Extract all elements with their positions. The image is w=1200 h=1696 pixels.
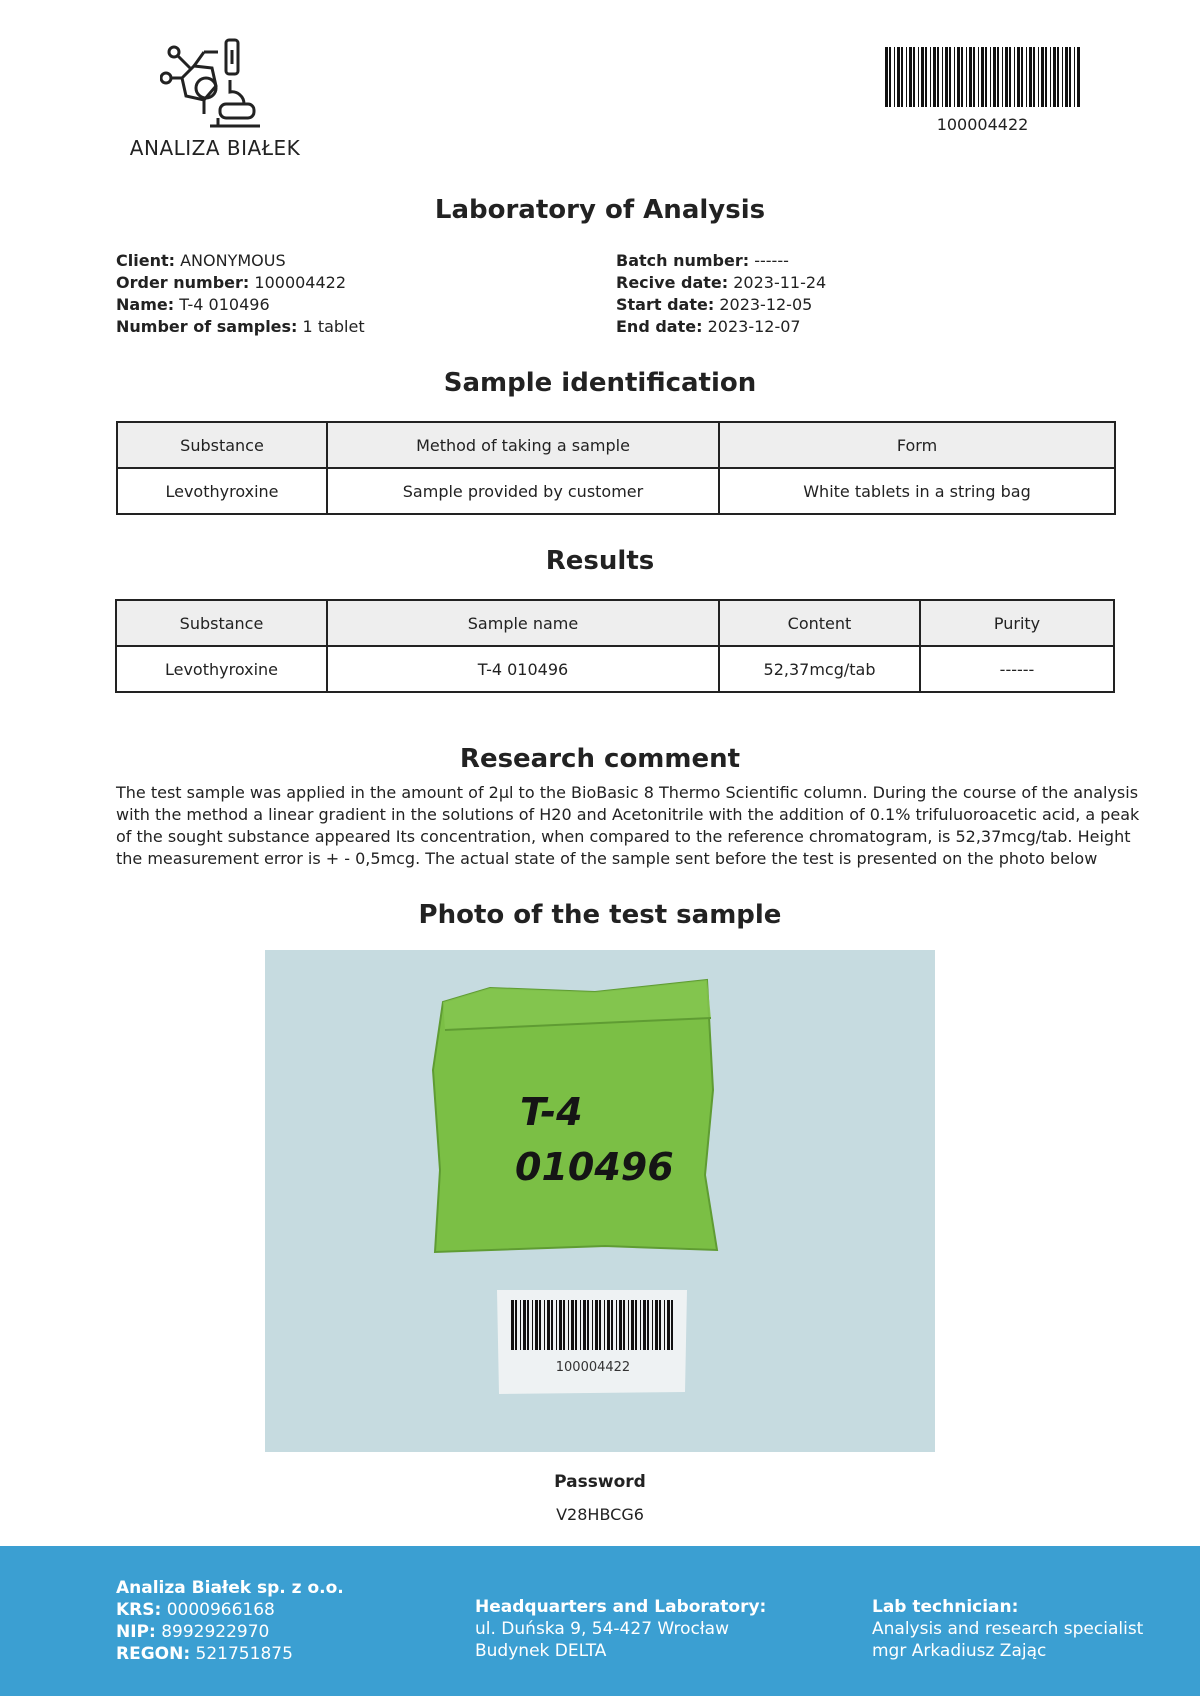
barcode-bar bbox=[966, 47, 967, 107]
barcode-bar bbox=[655, 1300, 658, 1350]
barcode-bar bbox=[1069, 47, 1071, 107]
barcode-bar bbox=[1002, 47, 1003, 107]
barcode-bar bbox=[623, 1300, 625, 1350]
barcode-bar bbox=[978, 47, 979, 107]
lab-technician-title: Analysis and research specialist bbox=[872, 1619, 1144, 1639]
barcode-bar bbox=[532, 1300, 533, 1350]
barcode-bar bbox=[568, 1300, 569, 1350]
label-barcode bbox=[511, 1300, 673, 1350]
barcode-bar bbox=[945, 47, 948, 107]
research-comment-text: The test sample was applied in the amount of 2µl to the BioBasic 8 Thermo Scientific column. During the course of the analysis with the method a linear gradient in the solutions of H20 and Acetonitrile with the addition of 0.1% trifuluoroacetic acid, a peak of the sought substance appeared Its concentration, when compared to the reference chromatogram, is 52,37mcg/tab. Height the measurement error is + - 0,5mcg. The actual state of the sample sent before the test is presented on the photo below bbox=[116, 783, 1140, 868]
barcode-bar bbox=[544, 1300, 545, 1350]
barcode-bar bbox=[556, 1300, 557, 1350]
column-header: Method of taking a sample bbox=[327, 422, 719, 468]
barcode-bar bbox=[659, 1300, 661, 1350]
barcode-bar bbox=[913, 47, 915, 107]
order-number-row: Order number: 100004422 bbox=[116, 273, 347, 292]
barcode-bar bbox=[1062, 47, 1063, 107]
barcode-bar bbox=[640, 1300, 641, 1350]
barcode-bar bbox=[1050, 47, 1051, 107]
barcode-bar bbox=[1065, 47, 1068, 107]
sample-photo bbox=[265, 950, 935, 1452]
barcode-bar bbox=[551, 1300, 553, 1350]
barcode-bar bbox=[1038, 47, 1039, 107]
sample-identification-table bbox=[116, 421, 1116, 515]
page-title: Laboratory of Analysis bbox=[434, 195, 766, 225]
batch-number-row: Batch number: ------ bbox=[616, 251, 789, 270]
barcode-bar bbox=[628, 1300, 629, 1350]
password-label: Password bbox=[554, 1472, 646, 1492]
sample-identification-heading: Sample identification bbox=[443, 368, 757, 398]
column-header: Content bbox=[719, 600, 920, 646]
barcode-bar bbox=[575, 1300, 577, 1350]
barcode-bar bbox=[616, 1300, 617, 1350]
password-value: V28HBCG6 bbox=[556, 1505, 644, 1524]
lab-technician-label: Lab technician: bbox=[872, 1597, 1019, 1617]
headquarters-address: ul. Duńska 9, 54-427 Wrocław bbox=[475, 1619, 729, 1639]
barcode-bar bbox=[587, 1300, 589, 1350]
barcode-bar bbox=[611, 1300, 613, 1350]
samples-row: Number of samples: 1 tablet bbox=[116, 317, 365, 336]
barcode-bar bbox=[981, 47, 984, 107]
barcode-bar bbox=[930, 47, 931, 107]
barcode-bar bbox=[523, 1300, 526, 1350]
barcode-bar bbox=[1045, 47, 1047, 107]
barcode-bar bbox=[1017, 47, 1020, 107]
barcode-bar bbox=[1029, 47, 1032, 107]
barcode-bar bbox=[909, 47, 912, 107]
barcode-bar bbox=[1041, 47, 1044, 107]
barcode-bar bbox=[954, 47, 955, 107]
barcode-bar bbox=[520, 1300, 521, 1350]
barcode-bar bbox=[664, 1300, 665, 1350]
table-cell: ------ bbox=[920, 646, 1114, 692]
barcode-bar bbox=[604, 1300, 605, 1350]
molecule-microscope-icon bbox=[160, 38, 270, 133]
barcode-bar bbox=[937, 47, 939, 107]
barcode-bar bbox=[511, 1300, 514, 1350]
lab-technician-info bbox=[872, 1596, 1143, 1662]
barcode-bar bbox=[1014, 47, 1015, 107]
barcode-bar bbox=[969, 47, 972, 107]
name-row: Name: T-4 010496 bbox=[116, 295, 270, 314]
barcode-bar bbox=[889, 47, 891, 107]
table-cell: White tablets in a string bag bbox=[719, 468, 1115, 514]
table-header-row bbox=[116, 600, 1114, 646]
company-info: Analiza Białek sp. z o.o. KRS: 0000966168 NIP: 8992922970 REGON: 521751875 bbox=[116, 1578, 344, 1664]
barcode-bar bbox=[1074, 47, 1075, 107]
column-header: Substance bbox=[117, 422, 327, 468]
barcode-bar bbox=[906, 47, 907, 107]
barcode-bar bbox=[1005, 47, 1008, 107]
barcode-bar bbox=[933, 47, 936, 107]
barcode-bar bbox=[985, 47, 987, 107]
barcode-bar bbox=[1026, 47, 1027, 107]
barcode-bar bbox=[563, 1300, 565, 1350]
barcode-bar bbox=[918, 47, 919, 107]
headquarters-label: Headquarters and Laboratory: bbox=[475, 1597, 767, 1617]
barcode-bar bbox=[599, 1300, 601, 1350]
barcode-bar bbox=[515, 1300, 517, 1350]
barcode-bar bbox=[583, 1300, 586, 1350]
company-name: Analiza Białek sp. z o.o. bbox=[116, 1578, 344, 1598]
barcode-bar bbox=[997, 47, 999, 107]
barcode-bar bbox=[990, 47, 991, 107]
barcode-bar bbox=[993, 47, 996, 107]
barcode-bar bbox=[1077, 47, 1080, 107]
table-row bbox=[116, 646, 1114, 692]
info-left bbox=[116, 250, 596, 338]
barcode-bar bbox=[547, 1300, 550, 1350]
barcode-bar bbox=[559, 1300, 562, 1350]
bag-handwriting-line1: T-4 bbox=[520, 1090, 583, 1134]
logo-text: ANALIZA BIAŁEK bbox=[129, 136, 301, 160]
lab-technician-name: mgr Arkadiusz Zając bbox=[872, 1641, 1047, 1661]
barcode-bar bbox=[571, 1300, 574, 1350]
results-table bbox=[115, 599, 1115, 693]
barcode-bar bbox=[535, 1300, 538, 1350]
footer bbox=[0, 1546, 1200, 1696]
table-cell: Levothyroxine bbox=[116, 646, 327, 692]
barcode-bar bbox=[539, 1300, 541, 1350]
table-cell: Sample provided by customer bbox=[327, 468, 719, 514]
end-date-row: End date: 2023-12-07 bbox=[616, 317, 801, 336]
barcode-bar bbox=[619, 1300, 622, 1350]
start-date-row: Start date: 2023-12-05 bbox=[616, 295, 813, 314]
column-header: Purity bbox=[920, 600, 1114, 646]
headquarters-building: Budynek DELTA bbox=[475, 1641, 607, 1661]
barcode-bar bbox=[957, 47, 960, 107]
table-header-row bbox=[117, 422, 1115, 468]
barcode-number: 100004422 bbox=[936, 115, 1029, 134]
table-cell: 52,37mcg/tab bbox=[719, 646, 920, 692]
label-barcode-number: 100004422 bbox=[555, 1360, 631, 1375]
barcode-bar bbox=[635, 1300, 637, 1350]
barcode-bar bbox=[1057, 47, 1059, 107]
barcode-bar bbox=[647, 1300, 649, 1350]
receive-date-row: Recive date: 2023-11-24 bbox=[616, 273, 827, 292]
barcode-bar bbox=[652, 1300, 653, 1350]
column-header: Sample name bbox=[327, 600, 719, 646]
results-heading: Results bbox=[545, 546, 655, 576]
company-logo bbox=[110, 30, 320, 170]
barcode-bar bbox=[667, 1300, 670, 1350]
barcode-bar bbox=[901, 47, 903, 107]
barcode-bar bbox=[961, 47, 963, 107]
table-cell: T-4 010496 bbox=[327, 646, 719, 692]
column-header: Substance bbox=[116, 600, 327, 646]
krs-value: 0000966168 bbox=[166, 1600, 275, 1620]
barcode-bar bbox=[1033, 47, 1035, 107]
barcode-bar bbox=[592, 1300, 593, 1350]
barcode-bar bbox=[580, 1300, 581, 1350]
barcode-bar bbox=[894, 47, 895, 107]
barcode-bar bbox=[949, 47, 951, 107]
info-right bbox=[616, 250, 1096, 338]
research-comment-heading: Research comment bbox=[459, 744, 741, 774]
table-row bbox=[117, 468, 1115, 514]
nip-value: 8992922970 bbox=[161, 1622, 270, 1642]
barcode-bar bbox=[921, 47, 924, 107]
barcode-bar bbox=[631, 1300, 634, 1350]
client-row: Client: ANONYMOUS bbox=[116, 251, 286, 270]
barcode-bar bbox=[942, 47, 943, 107]
column-header: Form bbox=[719, 422, 1115, 468]
barcode-bar bbox=[1053, 47, 1056, 107]
bag-handwriting-line2: 010496 bbox=[515, 1145, 674, 1189]
barcode-bar bbox=[973, 47, 975, 107]
barcode-bar bbox=[1021, 47, 1023, 107]
barcode-bar bbox=[897, 47, 900, 107]
regon-value: 521751875 bbox=[195, 1644, 293, 1664]
barcode-bar bbox=[925, 47, 927, 107]
table-cell: Levothyroxine bbox=[117, 468, 327, 514]
barcode-bar bbox=[671, 1300, 673, 1350]
barcode-bar bbox=[885, 47, 888, 107]
barcode bbox=[885, 47, 1080, 107]
headquarters-info bbox=[475, 1596, 766, 1662]
photo-heading: Photo of the test sample bbox=[418, 900, 782, 930]
barcode-bar bbox=[527, 1300, 529, 1350]
barcode-bar bbox=[595, 1300, 598, 1350]
barcode-bar bbox=[1009, 47, 1011, 107]
barcode-bar bbox=[607, 1300, 610, 1350]
barcode-bar bbox=[643, 1300, 646, 1350]
